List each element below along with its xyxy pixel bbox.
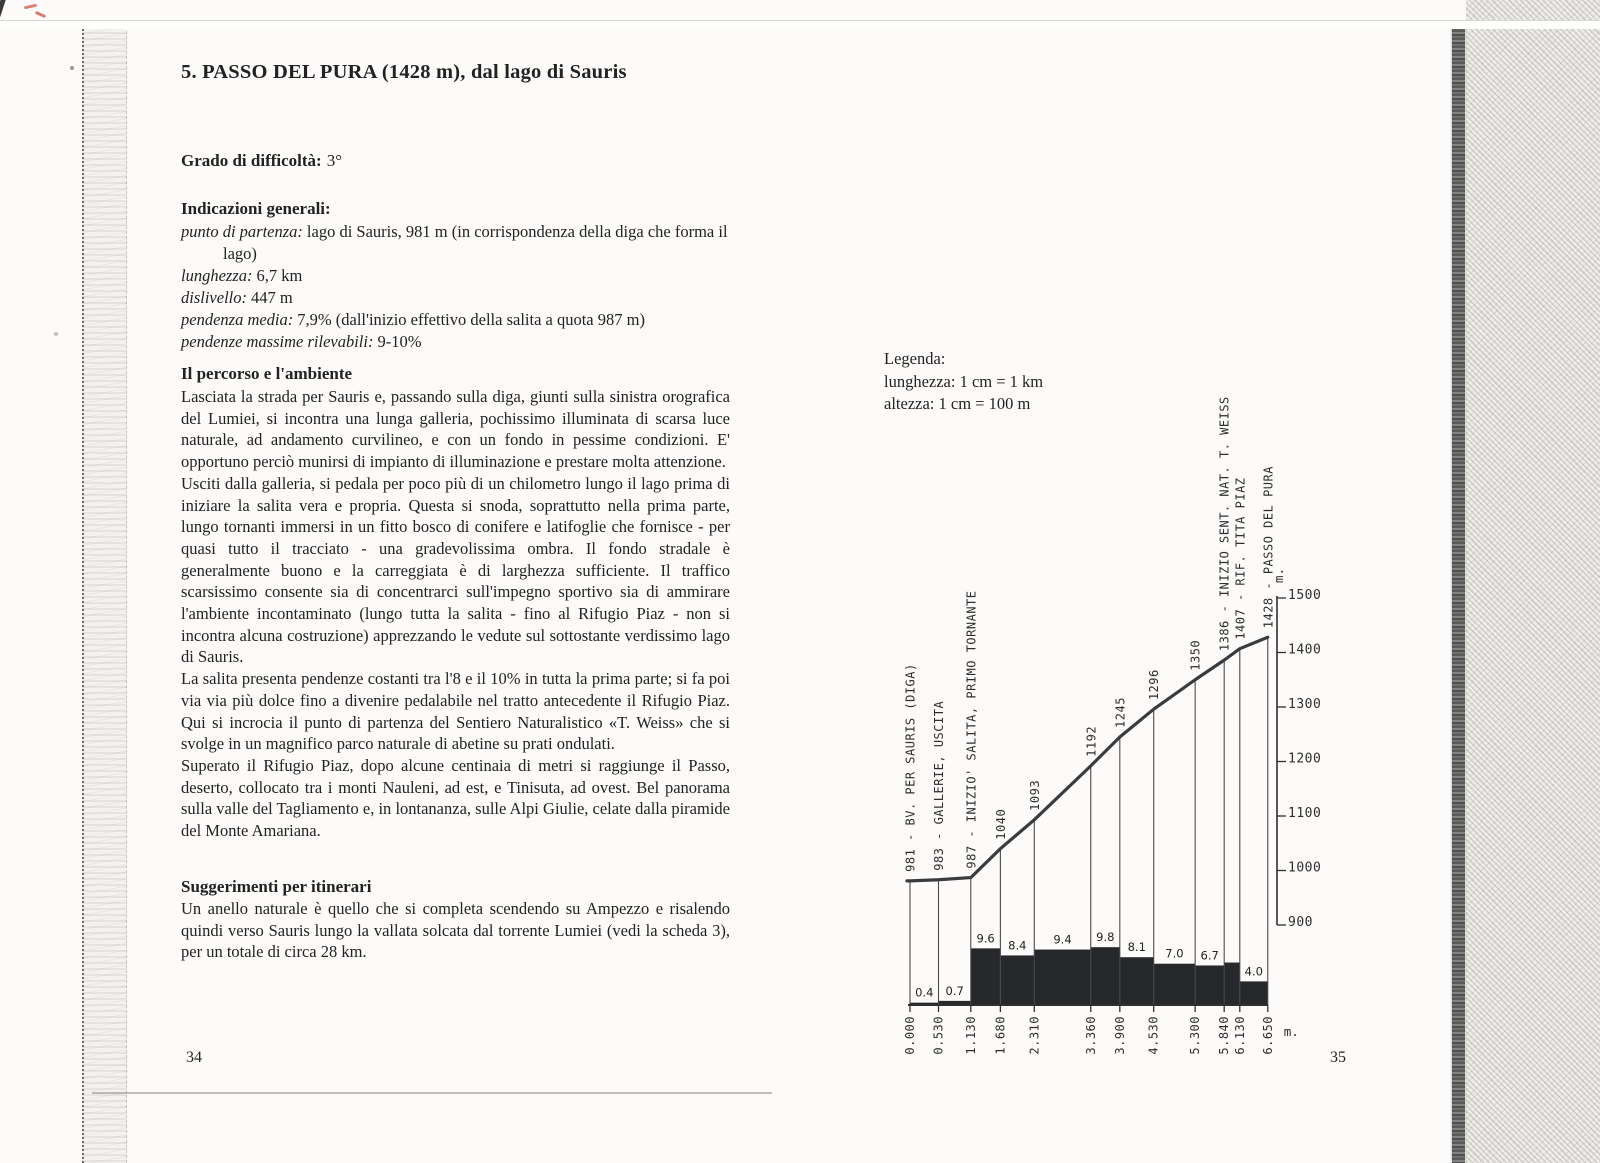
x-tick-label: 1.680: [993, 1016, 1008, 1055]
point-label: 1245: [1113, 697, 1128, 728]
gradient-bar: [1240, 981, 1268, 1005]
red-pen-mark: [35, 11, 46, 18]
gradient-label: 6.7: [1200, 948, 1219, 963]
red-pen-mark: [24, 4, 37, 10]
x-tick-label: 5.300: [1188, 1016, 1203, 1055]
gradient-label: 9.4: [1053, 932, 1072, 947]
y-tick-label: 1400: [1288, 642, 1322, 658]
x-tick-label: 2.310: [1027, 1016, 1042, 1055]
difficulty-label: Grado di difficoltà:: [181, 151, 322, 170]
gradient-bar: [1034, 950, 1090, 1005]
info-label: pendenze massime rilevabili:: [181, 332, 374, 351]
y-tick-label: 900: [1288, 915, 1313, 930]
page-title: 5. PASSO DEL PURA (1428 m), dal lago di Sauris: [181, 60, 627, 83]
difficulty-value: 3°: [326, 151, 343, 170]
page-number-left: 34: [186, 1049, 202, 1066]
info-item-start: [181, 221, 746, 265]
info-value: 6,7 km: [256, 266, 303, 285]
point-label: 981 - BV. PER SAURIS (DIGA): [903, 663, 918, 872]
gradient-bar: [939, 1001, 971, 1005]
route-paragraph: Usciti dalla galleria, si pedala per poco più di un chilometro lungo il lago prima di iniziare la salita vera e propria. Questa si snoda, soprattutto nella prima parte, lungo tornanti immersi in un fitto bosco di conifere e latifoglie che fornisce - per quasi tutto il tracciato - una gradevolissima ombra. Il fondo stradale è generalmente buono e la carreggiata è di larghezza sufficiente. Il traffico scarsissimo consente sia di concentrarci sull'impegno sportivo sia di ammirare l'ambiente incontaminato (lungo tutta la salita - fino al Rifugio Piaz - non si incontra alcuna costruzione) apprezzando le vedute sul sottostante verdissimo lago di Sauris.: [181, 473, 730, 667]
chart-legend: [884, 348, 1043, 416]
gradient-label: 9.8: [1096, 930, 1115, 945]
profile-line: [907, 637, 1268, 881]
y-tick-label: 1500: [1288, 588, 1322, 603]
x-tick-label: 3.900: [1112, 1016, 1127, 1055]
x-tick-label: 4.530: [1146, 1016, 1161, 1055]
info-label: dislivello:: [181, 288, 247, 307]
route-section-heading: Il percorso e l'ambiente: [181, 364, 353, 383]
legend-height-scale: altezza: 1 cm = 100 m: [884, 394, 1031, 413]
x-tick-label: 3.360: [1083, 1016, 1098, 1055]
gradient-label: 0.4: [915, 985, 934, 1000]
gradient-label: 8.4: [1008, 938, 1027, 953]
y-axis-unit: m.: [1271, 567, 1286, 583]
point-label: 1040: [993, 808, 1008, 840]
y-tick-label: 1200: [1288, 751, 1322, 767]
gradient-bar: [1195, 965, 1224, 1005]
y-tick-label: 1300: [1288, 697, 1322, 712]
gradient-bar: [910, 1003, 939, 1005]
route-paragraph: Superato il Rifugio Piaz, dopo alcune centinaia di metri si raggiunge il Passo, deserto, collocato tra i monti Nauleni, ad est, e Tinisuta, ad ovest. Bel panorama sulla valle del Tagliamento e, in lontananza, sulle Alpi Giulie, celate dalla piramide del Monte Amariana.: [181, 755, 730, 841]
info-label: pendenza media:: [181, 310, 294, 329]
point-label: 1350: [1188, 639, 1203, 671]
info-item-max-gradient: [181, 331, 746, 353]
gradient-label: 9.6: [976, 931, 995, 946]
gradient-label: 8.1: [1127, 940, 1146, 955]
gradient-bar: [1224, 963, 1240, 1005]
info-value: 9-10%: [377, 332, 422, 351]
gradient-bar: [1120, 957, 1154, 1005]
page-edge-halftone: [1466, 0, 1600, 1163]
route-paragraph: La salita presenta pendenze costanti tra l'8 e il 10% in tutta la prima parte; si fa poi via via più dolce fino a divenire pedalabile nel tratto antecedente il Rifugio Piaz. Qui si incrocia il punto di partenza del Sentiero Naturalistico «T. Weiss» che si svolge in un magnifico parco naturale di abetine su prati ondulati.: [181, 669, 730, 754]
point-label: 983 - GALLERIE, USCITA: [932, 700, 947, 871]
y-tick-label: 1100: [1288, 806, 1322, 821]
scan-fleck: [54, 332, 58, 336]
general-info-heading: Indicazioni generali:: [181, 199, 331, 218]
route-description: [181, 386, 730, 842]
point-label: 1407 - RIF. TITA PIAZ: [1233, 477, 1248, 640]
y-tick-label: 1000: [1288, 860, 1322, 876]
gradient-bar: [1154, 964, 1195, 1005]
x-axis-unit: m.: [1283, 1024, 1299, 1039]
info-label: punto di partenza:: [181, 222, 303, 241]
x-tick-label: 1.130: [963, 1016, 978, 1055]
suggestions-text: Un anello naturale è quello che si completa scendendo su Ampezzo e risalendo quindi verso Sauris lungo la vallata solcata dal torrente Lumiei (vedi la scheda 3), per un totale di circa 28 km.: [181, 899, 730, 962]
info-label: lunghezza:: [181, 266, 253, 285]
gradient-label: 7.0: [1165, 946, 1184, 961]
general-info-list: [181, 221, 746, 353]
info-value: 447 m: [250, 288, 293, 307]
suggestions-heading: Suggerimenti per itinerari: [181, 877, 372, 896]
difficulty-line: [181, 151, 342, 171]
info-value: lago di Sauris, 981 m (in corrispondenza della diga che forma il lago): [223, 222, 728, 263]
point-label: 1093: [1027, 779, 1042, 811]
x-tick-label: 0.000: [903, 1016, 917, 1055]
gradient-label: 0.7: [945, 983, 964, 998]
page-edge-dark-line: [1452, 26, 1465, 1163]
point-label: 1428 - PASSO DEL PURA: [1261, 466, 1276, 629]
point-label: 1386 - INIZIO SENT. NAT. T. WEISS: [1217, 396, 1232, 652]
x-tick-label: 6.130: [1232, 1016, 1247, 1055]
gradient-bar: [1000, 955, 1034, 1005]
x-tick-label: 5.840: [1217, 1016, 1232, 1055]
x-tick-label: 6.650: [1260, 1016, 1275, 1055]
gradient-label: 4.0: [1244, 964, 1263, 979]
legend-title: Legenda:: [884, 349, 946, 368]
point-label: 1192: [1084, 725, 1099, 757]
info-item-climb: [181, 287, 746, 309]
scan-light-band: [0, 20, 1600, 29]
page-number-right: 35: [1330, 1049, 1346, 1066]
info-value: 7,9% (dall'inizio effettivo della salita a quota 987 m): [297, 310, 645, 329]
point-label: 987 - INIZIO' SALITA, PRIMO TORNANTE: [964, 590, 979, 869]
info-item-length: [181, 265, 746, 287]
gradient-bar: [1091, 947, 1120, 1005]
point-label: 1296: [1147, 669, 1162, 701]
gradient-bar: [971, 948, 1001, 1005]
legend-length-scale: lunghezza: 1 cm = 1 km: [884, 371, 1044, 391]
x-tick-label: 0.530: [931, 1016, 946, 1055]
scan-fleck: [70, 66, 74, 70]
info-item-avg-gradient: [181, 309, 746, 331]
route-paragraph: Lasciata la strada per Sauris e, passando sulla diga, giunti sulla sinistra orografica del Lumiei, si incontra una lunga galleria, pochissimo illuminata di scarsa luce naturale, ad andamento curvilineo, e con un fondo in pessime condizioni. E' opportuno perciò munirsi di impianto di illuminazione e prestare molta attenzione.: [181, 387, 730, 472]
scan-bottom-line: [92, 1092, 772, 1094]
binding-speckle-strip: [82, 26, 127, 1163]
